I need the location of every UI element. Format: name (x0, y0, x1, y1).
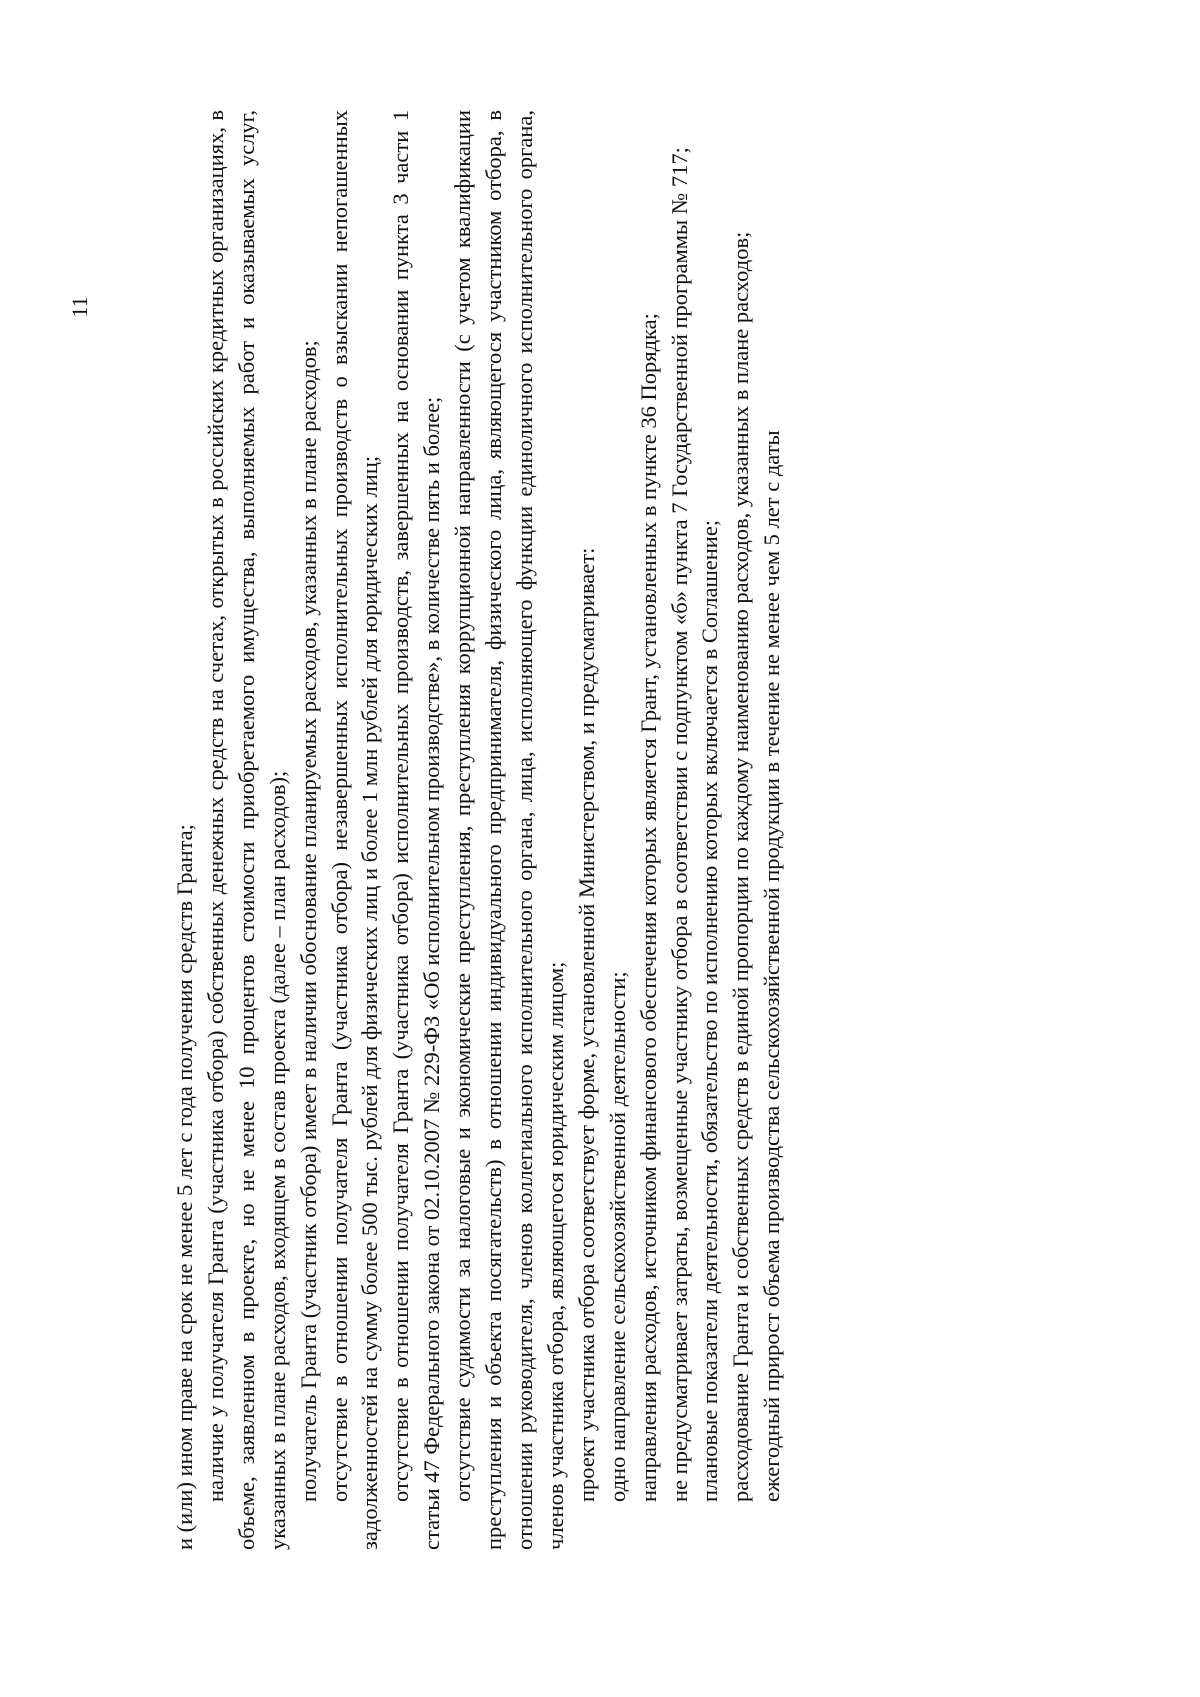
paragraph-project-form: проект участника отбора соответствует форме, установленной Министерством, и предусматривает: (573, 547, 599, 1502)
paragraph-no-criminal-record: отсутствие судимости за налоговые и экономические преступления, преступления коррупционной направленности (с учетом квалификации преступления и объекта посягательств) в отношении индивидуального предпринимателя, физического лица, являющегося участником отбора, в отношении руководителя, членов коллегиального исполнительного органа, лица, исполняющего функции единоличного исполнительного органа, членов участника отбора, являющегося юридическим лицом; (450, 110, 568, 1550)
paragraph-single-proportion: расходование Гранта и собственных средств в единой пропорции по каждому наименованию расходов, указанных в плане расходов; (728, 231, 754, 1502)
paragraph-no-completed-enforcement: отсутствие в отношении получателя Гранта (участника отбора) исполнительных производств, завершенных на основании пункта 3 части 1 статьи 47 Федерального закона от 02.10.2007 № 229-ФЗ «Об исполнительном производстве», в количестве пять и более; (388, 110, 445, 1550)
paragraph-expense-justification: получатель Гранта (участник отбора) имеет в наличии обоснование планируемых расходов, указанных в плане расходов; (295, 340, 321, 1502)
paragraph-expense-directions: направления расходов, источником финансового обеспечения которых является Грант, установленных в пункте 36 Порядка; (635, 313, 661, 1502)
paragraph-annual-growth: ежегодный прирост объема производства сельскохозяйственной продукции в течение не менее чем 5 лет с даты (759, 430, 785, 1502)
paragraph-single-direction: одно направление сельскохозяйственной деятельности; (604, 971, 630, 1502)
paragraph-continuation: и (или) ином праве на срок не менее 5 лет с года получения средств Гранта; (172, 824, 197, 1550)
document-body (170, 110, 788, 1550)
page-number: 11 (67, 296, 92, 318)
paragraph-planned-indicators: плановые показатели деятельности, обязательство по исполнению которых включается в Соглашение; (697, 519, 723, 1502)
paragraph-own-funds: наличие у получателя Гранта (участника отбора) собственных денежных средств на счетах, открытых в российских кредитных организациях, в объеме, заявленном в проекте, но не менее 10 процентов стоимости приобретаемого имущества, выполняемых работ и оказываемых услуг, указанных в плане расходов, входящем в состав проекта (далее – план расходов); (202, 110, 290, 1550)
paragraph-no-enforcement-debts: отсутствие в отношении получателя Гранта (участника отбора) незавершенных исполнительных производств о взыскании непогашенных задолженностей на сумму более 500 тыс. рублей для физических лиц и более 1 млн рублей для юридических лиц; (326, 110, 383, 1550)
rotated-page-content (170, 110, 788, 1550)
paragraph-no-reimbursed-costs: не предусматривает затраты, возмещенные участнику отбора в соответствии с подпунктом «б» пункта 7 Государственной программы № 717; (666, 147, 692, 1502)
